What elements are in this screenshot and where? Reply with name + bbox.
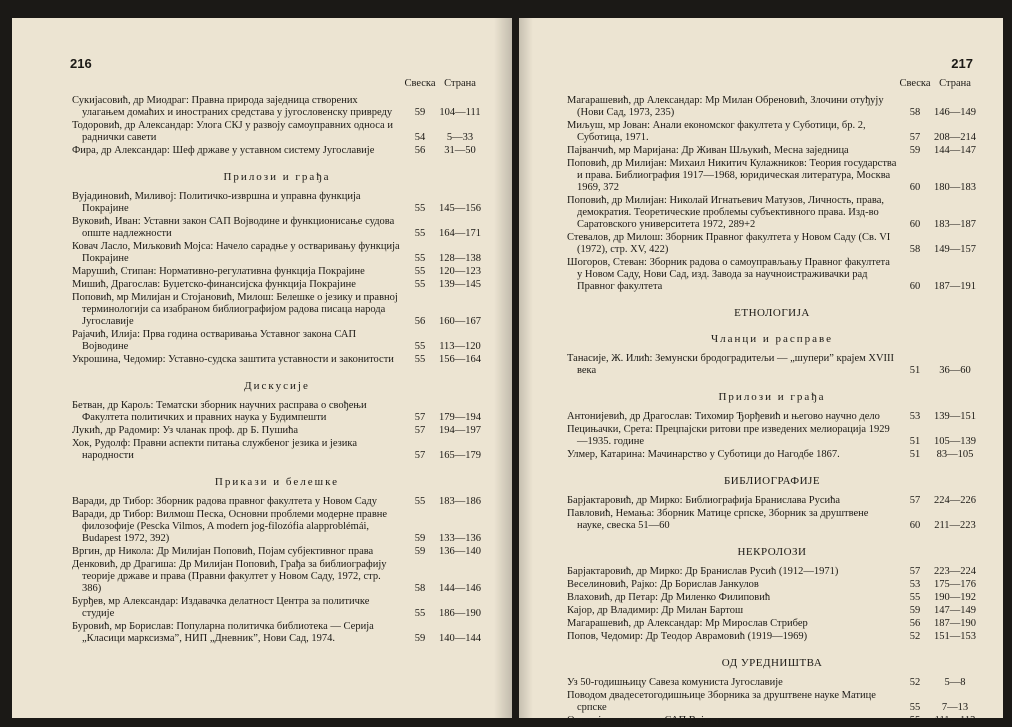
entry-pages: 186—190 <box>439 608 481 619</box>
entry-pages: 31—50 <box>444 145 476 156</box>
entry-text: О новој уставности у САП Војводини <box>567 715 736 726</box>
entry-pages: 105—139 <box>934 436 976 447</box>
bibliography-entry <box>567 424 977 448</box>
entry-volume: 55 <box>414 203 426 214</box>
entry-volume: 57 <box>414 450 426 461</box>
entry-list <box>72 95 482 157</box>
bibliography-entry <box>72 145 482 157</box>
bibliography-entry <box>72 496 482 508</box>
entry-volume: 55 <box>414 496 426 507</box>
entry-volume: 55 <box>414 228 426 239</box>
entry-pages: 140—144 <box>439 633 481 644</box>
entry-text: Варади, др Тибор: Вилмош Песка, Основни проблеми модерне правне филозофије (Pescka Vilmos, A modern jog-filozófia alapproblémái, Budapest 1972, 392) <box>72 509 388 544</box>
entry-volume: 60 <box>909 520 921 531</box>
page-number: 216 <box>70 56 92 71</box>
entry-list <box>567 95 977 293</box>
bibliography-entry <box>72 241 482 265</box>
entry-text: Магарашевић, др Александар: Мр Мирослав Стрибер <box>567 618 808 629</box>
entry-text: Попов, Чедомир: Др Теодор Аврамовић (1919—1969) <box>567 631 808 642</box>
entry-text: Антонијевић, др Драгослав: Тихомир Ђорђевић и његово научно дело <box>567 411 880 422</box>
entry-text: Фира, др Александар: Шеф државе у уставном систему Југославије <box>72 145 375 156</box>
entry-volume: 58 <box>909 244 921 255</box>
entry-pages: 151—153 <box>934 631 976 642</box>
col-page-header: Страна <box>939 78 971 89</box>
entry-pages: 211—223 <box>934 520 976 531</box>
entry-pages: 160—167 <box>439 316 481 327</box>
entry-volume: 53 <box>909 579 921 590</box>
entry-pages: 208—214 <box>934 132 976 143</box>
col-volume-header: Свеска <box>899 78 931 89</box>
entry-volume: 51 <box>909 449 921 460</box>
entry-text: Сукијасовић, др Миодраг: Правна природа заједница створених улагањем домаћих и иностраних средстава у југословенску привреду <box>72 95 393 118</box>
gutter-shadow <box>519 18 533 718</box>
bibliography-entry <box>567 631 977 643</box>
bibliography-entry <box>567 495 977 507</box>
entry-pages: 145—156 <box>439 203 481 214</box>
section-title: Дискусије <box>244 380 310 392</box>
bibliography-entry <box>72 546 482 558</box>
entry-pages: 180—183 <box>934 182 976 193</box>
entry-volume: 59 <box>414 633 426 644</box>
entry-text: Танасије, Ж. Илић: Земунски бродоградитељи — „шупери” крајем XVIII века <box>567 353 895 376</box>
entry-text: Миљуш, мр Јован: Анали економског факултета у Суботици, бр. 2, Суботица, 1971. <box>567 120 866 143</box>
entry-volume: 59 <box>414 546 426 557</box>
entry-pages: 113—120 <box>439 341 481 352</box>
entry-text: Поводом двадесетогодишњице Зборника за друштвене науке Матице српске <box>567 690 876 713</box>
entry-volume: 57 <box>909 566 921 577</box>
entry-text: Варади, др Тибор: Зборник радова правног факултета у Новом Саду <box>72 496 377 507</box>
entry-pages: 36—60 <box>939 365 971 376</box>
entry-pages: 190—192 <box>934 592 976 603</box>
bibliography-entry <box>567 592 977 604</box>
entry-pages: 136—140 <box>439 546 481 557</box>
bibliography-entry <box>567 677 977 689</box>
entry-volume: 52 <box>909 677 921 688</box>
entry-text: Поповић, др Милијан: Николай Игнатьевич Матузов, Личность, права, демократия. Теоретические проблемы субъективного права. Изд-во Саратовского университета 1972, 289+2 <box>567 195 885 230</box>
entry-volume: 56 <box>414 316 426 327</box>
entry-text: Марушић, Стипан: Нормативно-регулативна функција Покрајине <box>72 266 365 277</box>
bibliography-entry <box>567 95 977 119</box>
entry-text: Мишић, Драгослав: Буџетско-финансијска функција Покрајине <box>72 279 356 290</box>
bibliography-entry <box>567 353 977 377</box>
bibliography-entry <box>567 120 977 144</box>
bibliography-entry <box>567 158 977 194</box>
section-title: НЕКРОЛОЗИ <box>737 546 807 558</box>
entry-volume: 52 <box>909 631 921 642</box>
bibliography-entry <box>72 596 482 620</box>
section-title: БИБЛИОГРАФИЈЕ <box>723 475 821 487</box>
entry-text: Денковић, др Драгиша: Др Милијан Поповић, Грађа за библиографију теорије државе и права (Правни факултет у Новом Саду, 1972, стр. 386) <box>72 559 387 594</box>
entry-text: Рајачић, Илија: Прва година остваривања Уставног закона САП Војводине <box>72 329 357 352</box>
entry-pages: 133—136 <box>439 533 481 544</box>
bibliography-entry <box>567 605 977 617</box>
entry-text: Шогоров, Стеван: Зборник радова о самоуправљању Правног факултета у Новом Саду, Нови Сад, изд. Завода за научноистраживачки рад Правног факултета <box>567 257 890 292</box>
entry-list <box>72 191 482 366</box>
entry-text: Влаховић, др Петар: Др Миленко Филиповић <box>567 592 771 603</box>
column-headers <box>567 78 977 92</box>
entry-volume: 55 <box>909 592 921 603</box>
entry-volume: 55 <box>414 608 426 619</box>
column-headers <box>72 78 482 92</box>
entry-list <box>72 496 482 645</box>
entry-text: Вуковић, Иван: Уставни закон САП Војводине и функционисање судова опште надлежности <box>72 216 395 239</box>
bibliography-entry <box>567 232 977 256</box>
entry-pages: 144—147 <box>934 145 976 156</box>
entry-volume: 53 <box>909 411 921 422</box>
entry-pages: 104—111 <box>439 107 481 118</box>
entry-pages: 139—145 <box>439 279 481 290</box>
entry-text: Вујадиновић, Миливој: Политичко-извршна и управна функција Покрајине <box>72 191 361 214</box>
entry-volume: 56 <box>909 618 921 629</box>
entry-volume: 55 <box>414 341 426 352</box>
entry-volume: 55 <box>414 253 426 264</box>
entry-text: Буровић, мр Борислав: Популарна политичка библиотека — Серија „Класици марксизма”, НИП „Дневник”, Нови Сад, 1974. <box>72 621 374 644</box>
entry-pages: 147—149 <box>934 605 976 616</box>
entry-pages: 120—123 <box>439 266 481 277</box>
entry-volume: 57 <box>414 425 426 436</box>
entry-pages: 83—105 <box>936 449 974 460</box>
right-page <box>519 18 1003 726</box>
entry-volume: 57 <box>909 132 921 143</box>
entry-pages: 164—171 <box>439 228 481 239</box>
section-title: Прилози и грађа <box>223 171 331 183</box>
entry-volume: 55 <box>414 279 426 290</box>
bibliography-entry <box>72 329 482 353</box>
entry-list <box>567 677 977 727</box>
entry-pages: 175—176 <box>934 579 976 590</box>
entry-volume: 60 <box>909 219 921 230</box>
entry-text: Барјактаровић, др Мирко: Библиографија Бранислава Русића <box>567 495 841 506</box>
entry-pages: 139—151 <box>934 411 976 422</box>
entry-list <box>567 353 977 377</box>
entry-volume: 59 <box>909 145 921 156</box>
bibliography-entry <box>72 509 482 545</box>
entry-text: Пајванчић, мр Маријана: Др Живан Шљукић, Месна заједница <box>567 145 849 156</box>
entry-text: Тодоровић, др Александар: Улога СКЈ у развоју самоуправних односа и раднички савети <box>72 120 393 143</box>
entry-volume: 55 <box>414 354 426 365</box>
bibliography-entry <box>72 438 482 462</box>
entry-volume: 59 <box>909 605 921 616</box>
section-title: Прилози и грађа <box>718 391 826 403</box>
entry-text: Улмер, Катарина: Мачинарство у Суботици до Нагодбе 1867. <box>567 449 840 460</box>
section-title: Прикази и белешке <box>214 476 340 488</box>
bibliography-entry <box>72 354 482 366</box>
bibliography-entry <box>72 95 482 119</box>
entry-text: Лукић, др Радомир: Уз чланак проф. др Б. Пушића <box>72 425 299 436</box>
bibliography-entry <box>72 559 482 595</box>
entry-pages: 7—13 <box>941 702 969 713</box>
entry-volume: 60 <box>909 182 921 193</box>
entry-pages: 179—194 <box>439 412 481 423</box>
entry-volume: 51 <box>909 436 921 447</box>
entry-volume: 56 <box>414 145 426 156</box>
col-volume-header: Свеска <box>404 78 436 89</box>
bibliography-entry <box>72 266 482 278</box>
entry-volume: 58 <box>414 583 426 594</box>
bibliography-entry <box>72 279 482 291</box>
bibliography-entry <box>567 449 977 461</box>
page-number: 217 <box>951 56 973 71</box>
bibliography-entry <box>567 690 977 714</box>
section-title: Чланци и расправе <box>710 333 834 345</box>
entry-volume: 55 <box>909 702 921 713</box>
entry-list <box>72 400 482 462</box>
entry-pages: 183—187 <box>934 219 976 230</box>
entry-text: Бетван, др Карољ: Тематски зборник научних расправа о свођењи Факултета политичких и правних наука у Будимпешти <box>72 400 367 423</box>
entry-pages: 149—157 <box>934 244 976 255</box>
entry-text: Вргин, др Никола: Др Милијан Поповић, Појам субјективног права <box>72 546 374 557</box>
entry-pages: 223—224 <box>934 566 976 577</box>
entry-volume: 51 <box>909 365 921 376</box>
bibliography-entry <box>567 566 977 578</box>
bibliography-entry <box>72 191 482 215</box>
entry-pages: 5—8 <box>944 677 966 688</box>
bibliography-entry <box>72 120 482 144</box>
entry-list <box>567 495 977 532</box>
entry-text: Магарашевић, др Александар: Мр Милан Обреновић, Злочини отуђују (Нови Сад, 1973, 235) <box>567 95 884 118</box>
bibliography-entry <box>567 145 977 157</box>
entry-text: Кајор, др Владимир: Др Милан Бартош <box>567 605 744 616</box>
gutter-shadow <box>494 18 512 718</box>
entry-pages: 224—226 <box>934 495 976 506</box>
entry-text: Барјактаровић, др Мирко: Др Бранислав Русић (1912—1971) <box>567 566 839 577</box>
entry-text: Павловић, Немања: Зборник Матице српске, Зборник за друштвене науке, свеска 51—60 <box>567 508 869 531</box>
bibliography-entry <box>72 216 482 240</box>
entry-pages: 187—190 <box>934 618 976 629</box>
bibliography-entry <box>567 618 977 630</box>
left-page <box>12 18 512 718</box>
bibliography-entry <box>567 579 977 591</box>
entry-text: Пецињачки, Срета: Прецпајски ритови пре изведених мелиорација 1929—1935. године <box>567 424 890 447</box>
entry-text: Хок, Рудолф: Правни аспекти питања службеног језика и језика народности <box>72 438 358 461</box>
bibliography-entry <box>567 715 977 727</box>
bibliography-entry <box>567 508 977 532</box>
bibliography-entry <box>72 621 482 645</box>
entry-pages: 156—164 <box>439 354 481 365</box>
entry-pages: 165—179 <box>439 450 481 461</box>
entry-list <box>567 411 977 461</box>
section-title: ОД УРЕДНИШТВА <box>721 657 823 669</box>
entry-volume: 60 <box>909 281 921 292</box>
entry-text: Уз 50-годишњицу Савеза комуниста Југославије <box>567 677 783 688</box>
entry-pages: 194—197 <box>439 425 481 436</box>
entry-pages: 111—113 <box>934 715 976 726</box>
entry-text: Веселиновић, Рајко: Др Борислав Јанкулов <box>567 579 759 590</box>
bibliography-entry <box>72 292 482 328</box>
entry-text: Поповић, мр Милијан и Стојановић, Милош: Белешке о језику и правној терминологији са изабраном библиографијом радова писаца народа Југославије <box>72 292 398 327</box>
entry-list <box>567 566 977 643</box>
bibliography-entry <box>567 195 977 231</box>
entry-volume: 59 <box>414 107 426 118</box>
entry-volume: 57 <box>909 495 921 506</box>
entry-pages: 144—146 <box>439 583 481 594</box>
entry-volume: 57 <box>414 412 426 423</box>
entry-text: Бурђев, мр Александар: Издавачка делатност Центра за политичке студије <box>72 596 370 619</box>
entry-pages: 5—33 <box>446 132 474 143</box>
col-page-header: Страна <box>444 78 476 89</box>
entry-text: Стевалов, др Милош: Зборник Правног факултета у Новом Саду (Св. VI (1972), стр. XV, 422) <box>567 232 891 255</box>
entry-text: Укрошина, Чедомир: Уставно-судска заштита уставности и законитости <box>72 354 394 365</box>
entry-text: Ковач Ласло, Миљковић Мојса: Начело сарадње у остваривању функција Покрајине <box>72 241 400 264</box>
entry-volume: 54 <box>414 132 426 143</box>
entry-text: Поповић, др Милијан: Михаил Никитич Кулажников: Теория государства и права. Библиография 1917—1968, юридическая литература, Москва 1969, 372 <box>567 158 897 193</box>
entry-pages: 128—138 <box>439 253 481 264</box>
bibliography-entry <box>567 411 977 423</box>
section-title: ЕТНОЛОГИЈА <box>734 307 810 319</box>
bibliography-entry <box>567 257 977 293</box>
entry-pages: 187—191 <box>934 281 976 292</box>
entry-volume: 59 <box>414 533 426 544</box>
entry-volume: 58 <box>909 107 921 118</box>
entry-pages: 183—186 <box>439 496 481 507</box>
entry-pages: 146—149 <box>934 107 976 118</box>
entry-volume: 55 <box>414 266 426 277</box>
bibliography-entry <box>72 400 482 424</box>
entry-volume: 55 <box>909 715 921 726</box>
bibliography-entry <box>72 425 482 437</box>
